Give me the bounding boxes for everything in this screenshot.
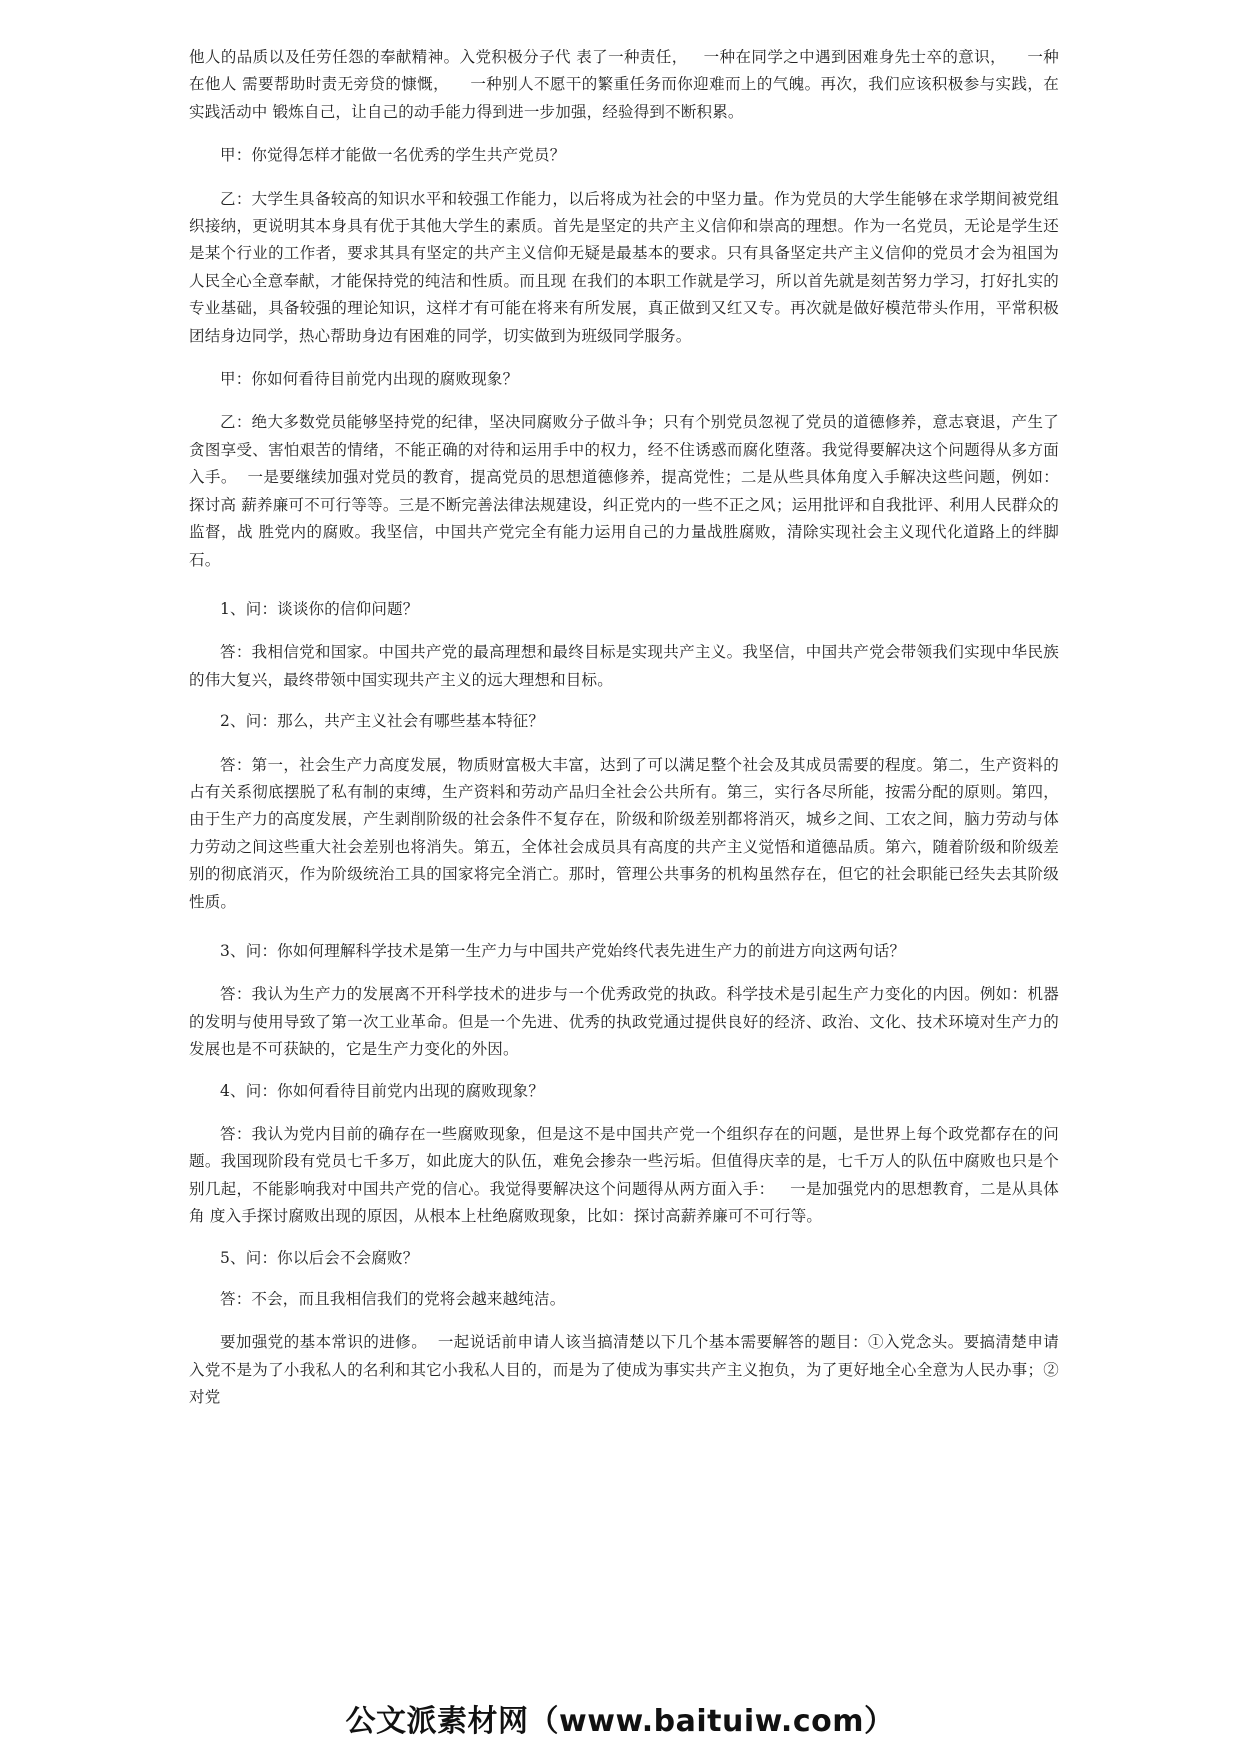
answer-paragraph: 答：第一，社会生产力高度发展，物质财富极大丰富，达到了可以满足整个社会及其成员需要的程度。第二，生产资料的 占有关系彻底摆脱了私有制的束缚，生产资料和劳动产品归全社会公共所有。第三，实行各尽所能，按需分配的原则。第四， 由于生产力的高度发展，产生剥削阶级的社会条件不复存在，阶级和阶级差别都将消灭，城乡之间、工农之间，脑力劳动与体 力劳动之间这些重大社会差别也将消失。第五，全体社会成员具有高度的共产主义觉悟和道德品质。第六，随着阶级和阶级差 别的彻底消灭，作为阶级统治工具的国家将完全消亡。那时，管理公共事务的机构虽然存在，但它的社会职能已经失去其阶级 性质。 [189,755,1070,911]
answer-paragraph: 答：我相信党和国家。中国共产党的最高理想和最终目标是实现共产主义。我坚信，中国共产党会带领我们实现中华民族 的伟大复兴，最终带领中国实现共产主义的远大理想和目标。 [189,643,1065,689]
answer-paragraph: 乙：大学生具备较高的知识水平和较强工作能力，以后将成为社会的中坚力量。作为党员的大学生能够在求学期间被党组织接纳，更说明其本身具有优于其他大学生的素质。首先是坚定的共产主义信仰和崇高的理想。作为一名党员，无论是学生还是某个行业的工作者，要求其具有坚定的共产主义信仰无疑是最基本的要求。只有具备坚定共产主义信仰的党员才会为祖国为人民全心全意奉献，才能保持党的纯洁和性质。而且现 在我们的本职工作就是学习，所以首先就是刻苦努力学习，打好扎实的 专业基础，具备较强的理论知识，这样才有可能在将来有所发展，真正做到又红又专。再次就是做好模范带头作用，平常积极 团结身边同学，热心帮助身边有困难的同学，切实做到为班级同学服务。 [189,189,1065,345]
paragraph: 要加强党的基本常识的进修。 一起说话前申请人该当搞清楚以下几个基本需要解答的题目：①入党念头。要搞清楚申请入党不是为了小我私人的名利和其它小我私人目的，而是为了使成为事实共产主义抱负，为了更好地全心全意为人民办事；②对党 [189,1333,1059,1407]
answer-paragraph: 答：不会，而且我相信我们的党将会越来越纯洁。 [220,1290,566,1309]
answer-paragraph: 答：我认为党内目前的确存在一些腐败现象，但是这不是中国共产党一个组织存在的问题，是世界上每个政党都存在的问题。我国现阶段有党员七千多万，如此庞大的队伍，难免会掺杂一些污垢。但值得庆幸的是，七千万人的队伍中腐败也只是个别几起，不能影响我对中国共产党的信心。我觉得要解决这个问题得从两方面入手： 一是加强党内的思想教育，二是从具体角 度入手探讨腐败出现的原因，从根本上杜绝腐败现象，比如：探讨高薪养廉可不可行等。 [189,1125,1059,1226]
question-paragraph: 2、问：那么，共产主义社会有哪些基本特征？ [220,712,545,731]
question-paragraph: 4、问：你如何看待目前党内出现的腐败现象？ [220,1081,545,1100]
answer-paragraph: 乙：绝大多数党员能够坚持党的纪律，坚决同腐败分子做斗争；只有个别党员忽视了党员的道德修养，意志衰退，产生了贪图享受、害怕艰苦的情绪，不能正确的对待和运用手中的权力，经不住诱惑而腐化堕落。我觉得要解决这个问题得从多方面 入手。 一是要继续加强对党员的教育，提高党员的思想道德修养，提高党性；二是从些具体角度入手解决这些问题，例如：探讨高 薪养廉可不可行等等。三是不断完善法律法规建设，纠正党内的一些不正之风；运用批评和自我批评、利用人民群众的监督，战 胜党内的腐败。我坚信，中国共产党完全有能力运用自己的力量战胜腐败，清除实现社会主义现代化道路上的绊脚石。 [189,413,1065,569]
question-paragraph: 甲：你如何看待目前党内出现的腐败现象？ [220,370,519,389]
answer-paragraph: 答：我认为生产力的发展离不开科学技术的进步与一个优秀政党的执政。科学技术是引起生产力变化的内因。例如：机器 的发明与使用导致了第一次工业革命。但是一个先进、优秀的执政党通过提供良好的经济、政治、文化、技术环境对生产力的 发展也是不可获缺的，它是生产力变化的外因。 [189,985,1065,1059]
question-paragraph: 甲：你觉得怎样才能做一名优秀的学生共产党员？ [220,146,566,165]
document-body [189,44,1070,1412]
question-paragraph: 5、问：你以后会不会腐败？ [220,1248,419,1267]
question-paragraph: 3、问：你如何理解科学技术是第一生产力与中国共产党始终代表先进生产力的前进方向这两句话？ [220,941,906,960]
footer-watermark: 公文派素材网（www.baituiw.com） [345,1704,895,1739]
question-paragraph: 1、问：谈谈你的信仰问题？ [220,599,419,618]
paragraph: 他人的品质以及任劳任怨的奉献精神。入党积极分子代 表了一种责任， 一种在同学之中遇到困难身先士卒的意识， 一种在他人 需要帮助时责无旁贷的慷慨， 一种别人不愿干的繁重任务而你迎难而上的气魄。再次，我们应该积极参与实践，在实践活动中 锻炼自己，让自己的动手能力得到进一步加强，经验得到不断积累。 [189,48,1059,121]
